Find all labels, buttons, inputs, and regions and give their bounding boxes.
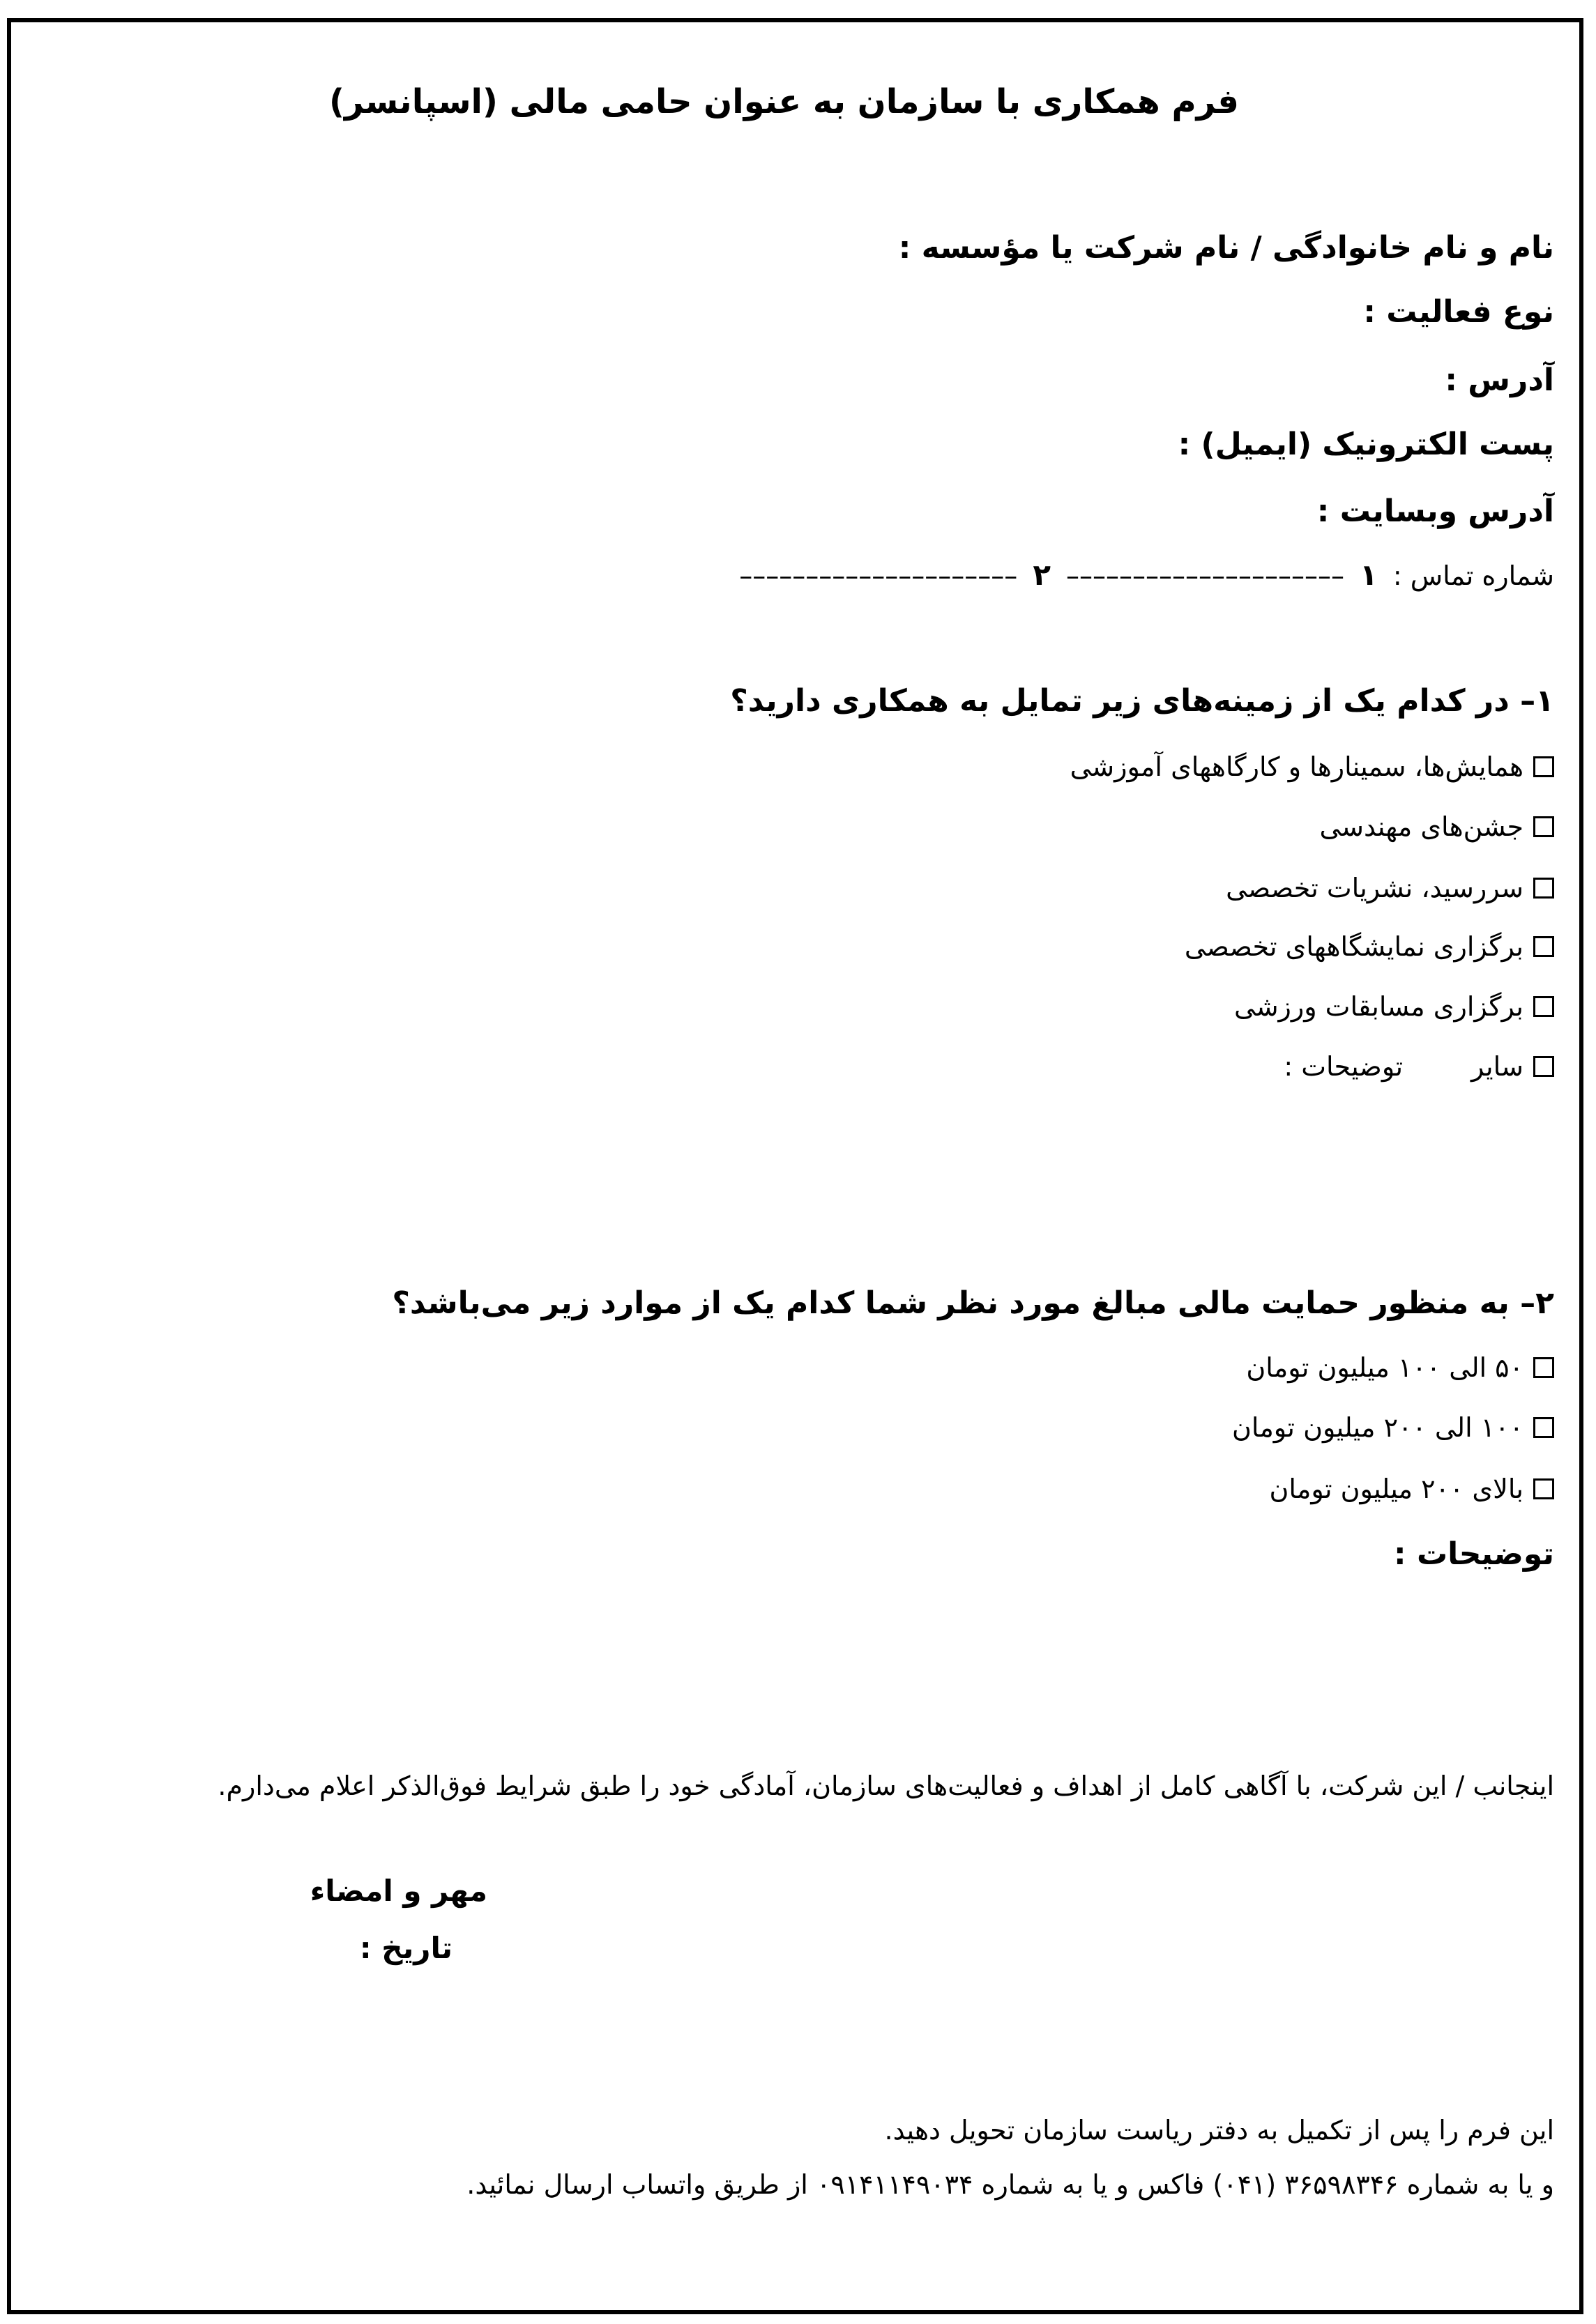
field-email: پست الکترونیک (ایمیل) : xyxy=(1178,427,1554,462)
page-border xyxy=(7,18,1583,2314)
signature-label: مهر و امضاء xyxy=(310,1874,487,1908)
field-website: آدرس وبسایت : xyxy=(1316,494,1554,529)
field-activity: نوع فعالیت : xyxy=(1363,294,1554,330)
option-label: برگزاری نمایشگاههای تخصصی xyxy=(1184,931,1523,962)
checkbox[interactable] xyxy=(1533,878,1554,899)
q1-option-seminars[interactable] xyxy=(1070,751,1554,782)
option-label: جشن‌های مهندسی xyxy=(1319,811,1523,842)
q2-option-100-200[interactable] xyxy=(1232,1412,1554,1443)
date-label: تاریخ : xyxy=(359,1931,453,1965)
contact-number-2: ۲ xyxy=(1033,558,1051,592)
q2-description-label: توضیحات : xyxy=(1394,1536,1554,1572)
contact-number-1: ۱ xyxy=(1360,558,1378,592)
option-label: ۱۰۰ الی ۲۰۰ میلیون تومان xyxy=(1231,1412,1523,1443)
q2-option-50-100[interactable] xyxy=(1246,1352,1554,1383)
option-label: سررسید، نشریات تخصصی xyxy=(1226,873,1523,903)
checkbox[interactable] xyxy=(1533,1056,1554,1077)
q1-option-sports[interactable] xyxy=(1234,991,1554,1022)
checkbox[interactable] xyxy=(1533,996,1554,1017)
contact-label: شماره تماس : xyxy=(1392,560,1554,591)
field-name: نام و نام خانوادگی / نام شرکت یا مؤسسه : xyxy=(898,230,1554,266)
contact-line-1: ––––––––––––––––––––– xyxy=(1066,560,1345,591)
q1-option-publications[interactable] xyxy=(1226,873,1554,903)
checkbox[interactable] xyxy=(1533,1417,1554,1438)
q1-option-other[interactable] xyxy=(1284,1051,1554,1082)
form-title: فرم همکاری با سازمان به عنوان حامی مالی (اسپانسر) xyxy=(329,82,1239,121)
checkbox[interactable] xyxy=(1533,1357,1554,1378)
footer-line-1: این فرم را پس از تکمیل به دفتر ریاست سازمان تحویل دهید. xyxy=(884,2115,1554,2146)
q2-option-above-200[interactable] xyxy=(1270,1474,1555,1504)
footer-line-2: و یا به شماره ۳۶۵۹۸۳۴۶ (۰۴۱) فاکس و یا به شماره ۰۹۱۴۱۱۴۹۰۳۴ از طریق واتساب ارسال نمائید. xyxy=(466,2169,1554,2200)
q1-option-engineering-celebrations[interactable] xyxy=(1319,811,1554,842)
option-label: برگزاری مسابقات ورزشی xyxy=(1234,991,1523,1022)
contact-numbers-row xyxy=(739,558,1554,592)
checkbox[interactable] xyxy=(1533,816,1554,837)
checkbox[interactable] xyxy=(1533,936,1554,957)
contact-line-2: ––––––––––––––––––––– xyxy=(739,560,1018,591)
declaration-text: اینجانب / این شرکت، با آگاهی کامل از اهداف و فعالیت‌های سازمان، آمادگی خود را طبق شرایط فوق‌الذکر اعلام می‌دارم. xyxy=(218,1771,1554,1801)
option-label: سایر xyxy=(1471,1051,1523,1082)
question-2-title: ۲– به منظور حمایت مالی مبالغ مورد نظر شما کدام یک از موارد زیر می‌باشد؟ xyxy=(392,1285,1554,1321)
option-label: همایش‌ها، سمینارها و کارگاههای آموزشی xyxy=(1070,751,1523,782)
other-description-label: توضیحات : xyxy=(1284,1051,1404,1082)
field-address: آدرس : xyxy=(1445,362,1554,398)
q1-option-exhibitions[interactable] xyxy=(1185,931,1554,962)
question-1-title: ۱– در کدام یک از زمینه‌های زیر تمایل به همکاری دارید؟ xyxy=(730,683,1554,719)
option-label: بالای ۲۰۰ میلیون تومان xyxy=(1269,1474,1523,1504)
checkbox[interactable] xyxy=(1533,1478,1554,1499)
checkbox[interactable] xyxy=(1533,756,1554,777)
option-label: ۵۰ الی ۱۰۰ میلیون تومان xyxy=(1246,1352,1523,1383)
